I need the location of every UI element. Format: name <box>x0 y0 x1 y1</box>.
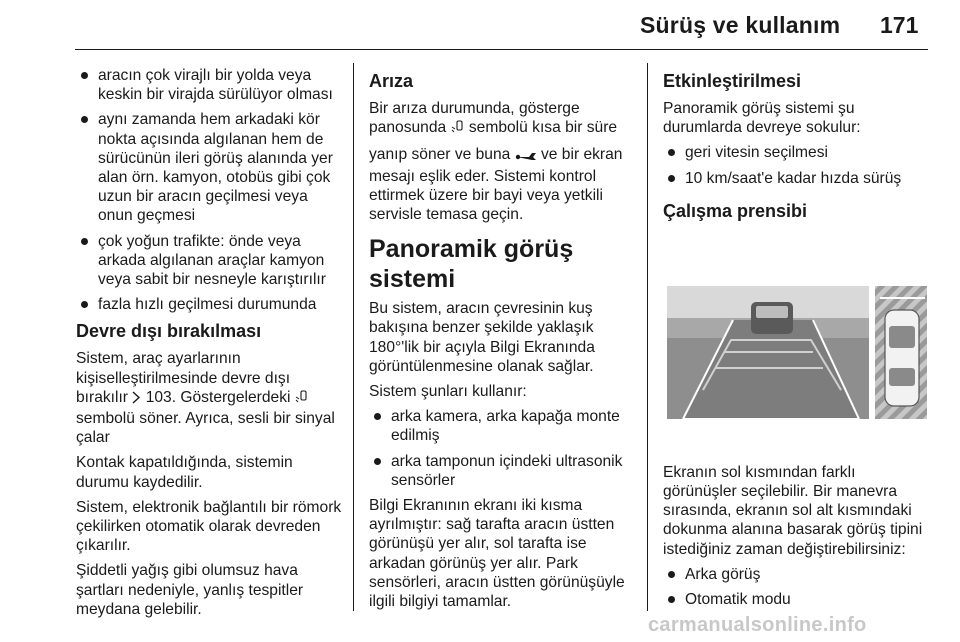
list-item: geri vitesin seçilmesi <box>663 143 929 162</box>
bullet-icon <box>374 413 381 420</box>
deactivation-paragraph: Sistem, araç ayarlarının kişiselleştirilmesinde devre dışı bırakılır 103. Göstergelerdeki sembolü söner. Ayrıca, sesli bir sinyal çalar <box>76 350 335 447</box>
activation-heading: Etkinleştirilmesi <box>663 71 802 91</box>
list-item: çok yoğun trafikte: önde veya arkada algılanan araçlar kamyon veya sabit bir nesneyle karıştırılır <box>76 232 346 290</box>
list-item: Arka görüş <box>663 565 929 584</box>
bullet-icon <box>81 72 88 79</box>
uses-intro: Sistem şunları kullanır: <box>369 383 527 401</box>
paragraph: Kontak kapatıldığında, sistemin durumu kaydedilir. <box>76 454 293 491</box>
deactivation-heading: Devre dışı bırakılması <box>76 321 262 342</box>
screen-paragraph: Bilgi Ekranının ekranı iki kısma ayrılmıştır: sağ tarafta aracın üstten görünüşü yer alır, sol tarafta ise arkadan görünüş yer alır. Park sensörleri, aracın üstten görünüşüyle ilgili bilgiyi tamamlar. <box>369 497 625 611</box>
column-divider-2 <box>647 63 648 611</box>
page-number: 171 <box>880 12 919 38</box>
header-divider <box>75 49 928 50</box>
column-divider-1 <box>353 63 354 611</box>
bullet-icon <box>668 596 675 603</box>
column-2 <box>369 66 637 617</box>
conditions-list <box>76 66 346 314</box>
bullet-icon <box>668 149 675 156</box>
list-item: arka kamera, arka kapağa monte edilmiş <box>369 407 637 445</box>
fault-paragraph-2: yanıp söner ve buna ve bir ekran mesajı eşlik eder. Sistemi kontrol ettirmek üzere bir bayi veya yetkili servisle temasa geçin. <box>369 146 623 224</box>
paragraph: Şiddetli yağış gibi olumsuz hava şartları nedeniyle, yanlış tespitler meydana gelebilir. <box>76 562 304 618</box>
bullet-icon <box>668 571 675 578</box>
wrench-icon <box>515 147 537 166</box>
section-title: Panoramik görüş sistemi <box>369 235 574 294</box>
bullet-icon <box>81 238 88 245</box>
view-options-list <box>663 565 929 609</box>
page-reference-arrow-icon <box>132 390 141 409</box>
fault-paragraph-1: Bir arıza durumunda, gösterge panosunda sembolü kısa bir süre <box>369 99 637 139</box>
activation-intro: Panoramik görüş sistemi şu durumlarda devreye sokulur: <box>663 100 861 137</box>
panoramic-view-image <box>663 240 929 445</box>
bullet-icon <box>81 301 88 308</box>
panoramic-view-illustration <box>663 240 929 445</box>
activation-list <box>663 143 929 187</box>
bullet-icon <box>81 116 88 123</box>
column-3 <box>663 66 929 615</box>
side-blind-spot-warning-icon <box>295 390 309 409</box>
rear-camera-view <box>667 286 869 419</box>
list-item: 10 km/saat'e kadar hızda sürüş <box>663 169 929 188</box>
paragraph: Sistem, elektronik bağlantılı bir römork çekilirken otomatik olarak devreden çıkarılır. <box>76 498 342 555</box>
list-item: fazla hızlı geçilmesi durumunda <box>76 295 346 314</box>
column-1 <box>76 66 346 625</box>
intro-paragraph: Bu sistem, aracın çevresinin kuş bakışına benzer şekilde yaklaşık 180°'lik bir açıyla Bilgi Ekranında görüntülenmesine olanak sağlar. <box>369 300 595 375</box>
bullet-icon <box>374 458 381 465</box>
fault-heading: Arıza <box>369 71 414 91</box>
views-paragraph: Ekranın sol kısmından farklı görünüşler seçilebilir. Bir manevra sırasında, ekranın sol alt kısmındaki dokunma alanına basarak görüş tipini istediğiniz zaman değiştirebilirsiniz: <box>663 463 923 558</box>
running-header-title: Sürüş ve kullanım <box>640 12 841 38</box>
list-item: Otomatik modu <box>663 590 929 609</box>
principle-heading: Çalışma prensibi <box>663 200 808 221</box>
bullet-icon <box>668 175 675 182</box>
list-item: aracın çok virajlı bir yolda veya keskin bir virajda sürülüyor olması <box>76 66 346 104</box>
list-item: arka tamponun içindeki ultrasonik sensörler <box>369 452 637 490</box>
uses-list <box>369 407 637 490</box>
side-blind-spot-warning-icon <box>451 120 465 139</box>
list-item: aynı zamanda hem arkadaki kör nokta açısında algılanan hem de sürücünün ileri görüş alanında yer alan örn. kamyon, otobüs gibi çok uzun bir aracın geçilmesi veya onun geçmesi <box>76 110 346 225</box>
page-reference-link[interactable]: 103 <box>145 388 172 406</box>
top-view <box>875 286 927 419</box>
watermark: carmanualsonline.info <box>648 614 867 636</box>
